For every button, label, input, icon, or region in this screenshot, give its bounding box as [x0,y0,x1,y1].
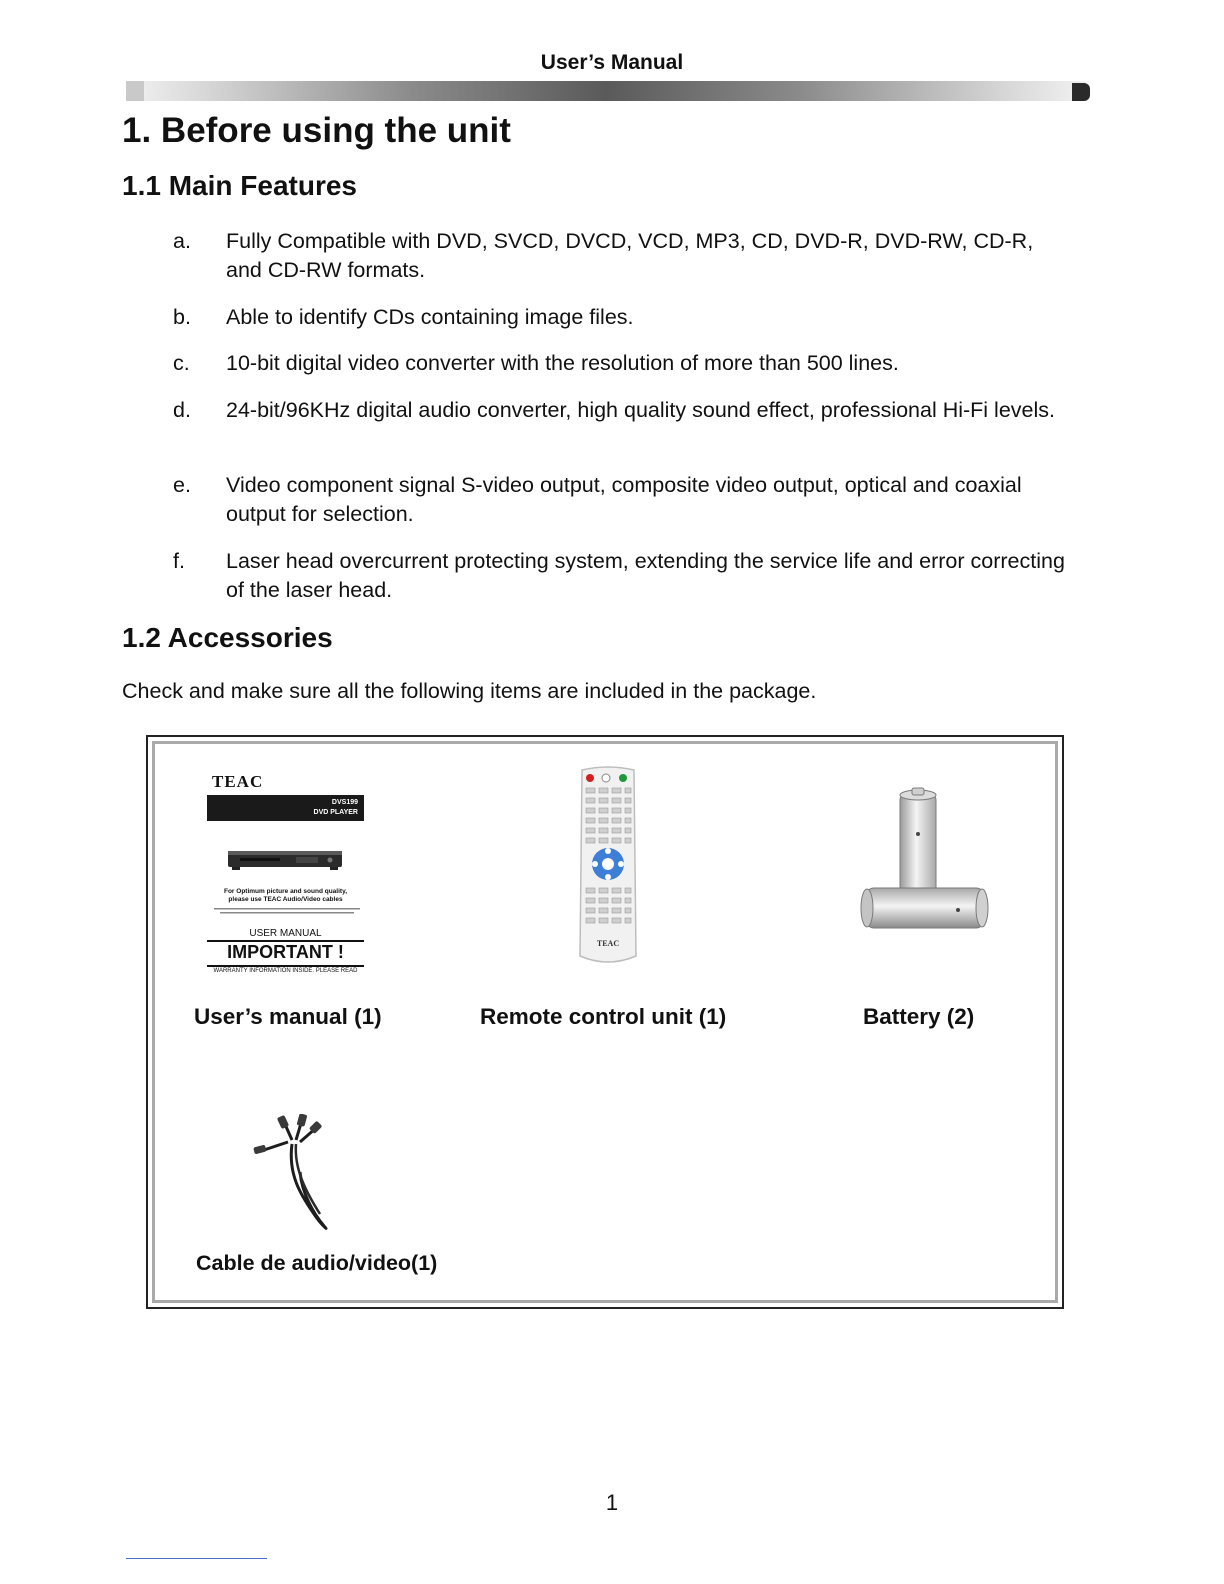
feature-text: 10-bit digital video converter with the resolution of more than 500 lines. [226,351,899,375]
manual-model-band [207,795,364,821]
manual-blurb-line: For Optimum picture and sound quality, [223,888,348,895]
main-features-heading: 1.1 Main Features [122,170,357,201]
manual-brand-logo: TEAC [212,772,264,791]
user-manual-illustration [204,768,368,990]
feature-letter: d. [173,398,191,422]
header-bar-right-cap [1072,83,1090,101]
accessory-label-cable: Cable de audio/video(1) [196,1251,438,1275]
feature-letter: c. [173,351,190,375]
dvd-player-image [226,845,344,871]
manual-fine-print [212,907,362,917]
accessories-intro: Check and make sure all the following items are included in the package. [122,679,817,703]
remote-control-image [568,766,648,971]
manual-warranty: WARRANTY INFORMATION INSIDE. PLEASE READ [213,968,358,974]
footnote-divider [126,1558,267,1559]
manual-rule [207,965,364,967]
manual-model: DVS199 [331,799,358,806]
page-number: 1 [605,1490,619,1515]
manual-important: IMPORTANT ! [227,942,344,962]
header-divider-bar [126,81,1086,101]
header-bar-left-cap [126,81,144,101]
feature-text: 24-bit/96KHz digital audio converter, high quality sound effect, professional Hi-Fi levels. [226,398,1055,422]
accessory-label-remote: Remote control unit (1) [480,1004,727,1029]
feature-text: Able to identify CDs containing image files. [226,305,634,329]
av-cable-image [244,1114,344,1236]
remote-brand: TEAC [596,939,620,948]
manual-blurb-line: please use TEAC Audio/Video cables [228,896,343,903]
manual-blurb [207,888,364,904]
battery-image [858,786,998,946]
manual-cover-title: USER MANUAL [249,928,322,939]
feature-letter: a. [173,229,191,253]
feature-letter: f. [173,549,185,573]
feature-text: Laser head overcurrent protecting system, extending the service life and error correcting of the laser head. [226,549,1065,602]
running-header: User’s Manual [540,51,684,74]
accessories-heading: 1.2 Accessories [122,622,333,653]
accessory-label-manual: User’s manual (1) [194,1004,382,1029]
accessory-label-battery: Battery (2) [863,1004,975,1029]
section-title: 1. Before using the unit [122,111,511,150]
manual-product: DVD PLAYER [313,809,358,816]
feature-text: Fully Compatible with DVD, SVCD, DVCD, VCD, MP3, CD, DVD-R, DVD-RW, CD-R, and CD-RW formats. [226,229,1034,282]
feature-letter: b. [173,305,191,329]
feature-text: Video component signal S-video output, composite video output, optical and coaxial output for selection. [226,473,1022,526]
feature-letter: e. [173,473,191,497]
